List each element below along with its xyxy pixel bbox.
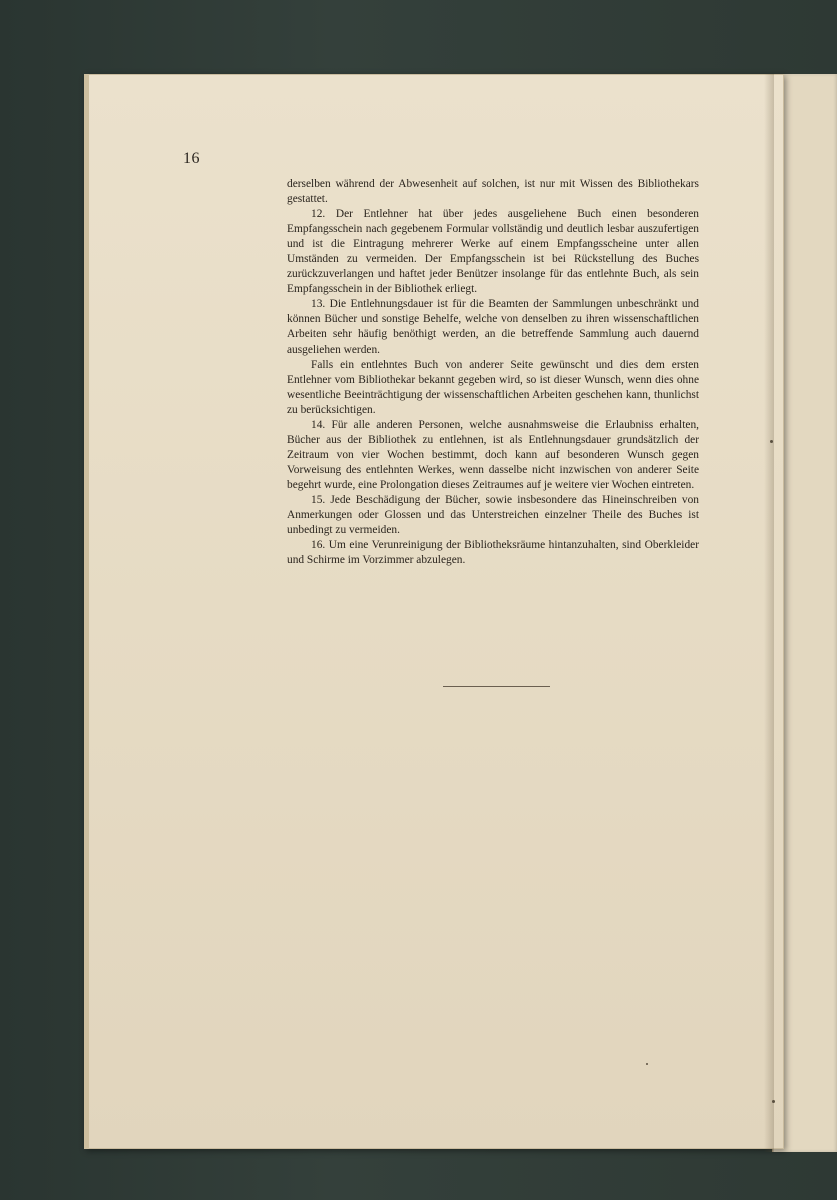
paper-speck [646, 1063, 648, 1065]
binding-fold-shadow [764, 74, 774, 1152]
paragraph-14: 14. Für alle anderen Personen, welche ausnahmsweise die Erlaubniss erhalten, Bücher aus der Bibliothek zu entlehnen, ist als Entlehnungsdauer grundsätzlich der Zeitraum von vier Wochen bestimmt, doch kann auf besonderen Wunsch gegen Vorweisung des entlehnten Werkes, wenn dasselbe nicht inzwischen von anderer Seite begehrt wurde, eine Prolongation dieses Zeitraumes auf je weitere vier Wochen eintreten. [287, 418, 699, 491]
paper-speck [770, 440, 773, 443]
paragraph-13-continued: Falls ein entlehntes Buch von anderer Seite gewünscht und dies dem ersten Entlehner vom Bibliothekar bekannt gegeben wird, so ist dieser Wunsch, wenn dies ohne wesentliche Beeinträchtigung der wissenschaftlichen Arbeiten geschehen kann, thunlichst zu berücksichtigen. [287, 358, 699, 416]
paragraph-12: 12. Der Entlehner hat über jedes ausgeliehene Buch einen besonderen Empfangsschein nach gegebenem Formular vollständig und deutlich lesbar auszufertigen und ist die Eintragung mehrerer Werke auf einem Empfangsscheine unter allen Umständen zu vermeiden. Der Empfangsschein ist bei Rückstellung des Buches zurückzuverlangen und haftet jeder Benützer insolange für das entlehnte Buch, als sein Empfangsschein in der Bibliothek erliegt. [287, 208, 699, 296]
paper-speck [772, 1100, 775, 1103]
paragraph-13: 13. Die Entlehnungsdauer ist für die Beamten der Sammlungen unbeschränkt und können Bücher und sonstige Behelfe, welche von denselben zu ihren wissenschaftlichen Arbeiten sehr häufig benöthigt werden, an die betreffende Sammlung auch dauernd ausgeliehen werden. [287, 298, 699, 356]
paragraph-continuation: derselben während der Abwesenheit auf solchen, ist nur mit Wissen des Bibliothekars gestattet. [287, 178, 699, 206]
paragraph-15: 15. Jede Beschädigung der Bücher, sowie insbesondere das Hineinschreiben von Anmerkungen oder Glossen und das Unterstreichen einzelner Theile des Buches ist unbedingt zu vermeiden. [287, 493, 699, 537]
paragraph-16: 16. Um eine Verunreinigung der Bibliotheksräume hintanzuhalten, sind Oberkleider und Schirme im Vorzimmer abzulegen. [287, 539, 699, 567]
end-rule [443, 686, 550, 687]
page-number: 16 [183, 150, 200, 167]
body-text [287, 177, 699, 568]
page-left-edge [84, 74, 89, 1149]
